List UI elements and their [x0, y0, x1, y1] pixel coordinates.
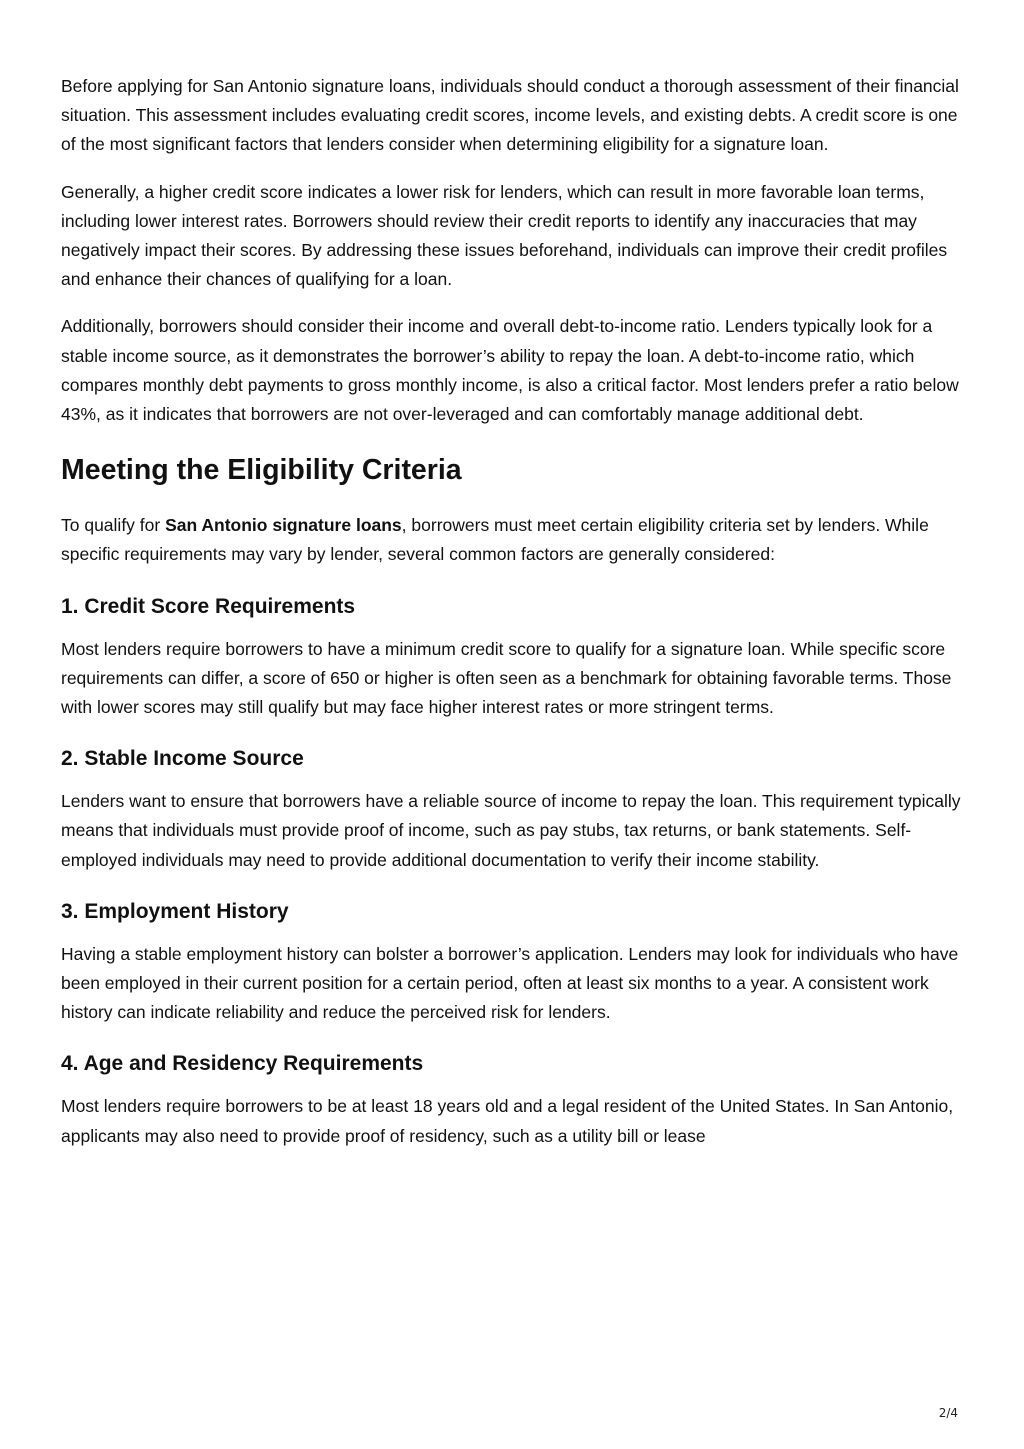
subsection-body: Most lenders require borrowers to be at least 18 years old and a legal resident of the United States. In San Antonio, applicants may also need to provide proof of residency, such as a utility bill or lease: [61, 1096, 954, 1146]
document-page: [61, 72, 969, 1169]
intro-paragraph: Generally, a higher credit score indicates a lower risk for lenders, which can result in more favorable loan terms, including lower interest rates. Borrowers should review their credit reports to identify any inaccuracies that may negatively impact their scores. By addressing these issues beforehand, individuals can improve their credit profiles and enhance their chances of qualifying for a loan.: [61, 181, 948, 290]
subsection-body: Having a stable employment history can bolster a borrower’s application. Lenders may look for individuals who have been employed in their current position for a certain period, often at least six months to a year. A consistent work history can indicate reliability and reduce the perceived risk for lenders.: [61, 943, 959, 1023]
subsection-heading: 4. Age and Residency Requirements: [61, 1052, 424, 1076]
intro-paragraph: Before applying for San Antonio signature loans, individuals should conduct a thorough assessment of their financial situation. This assessment includes evaluating credit scores, income levels, and existing debts. A credit score is one of the most significant factors that lenders consider when determining eligibility for a signature loan.: [61, 76, 959, 155]
intro-paragraph: Additionally, borrowers should consider their income and overall debt-to-income ratio. Lenders typically look for a stable income source, as it demonstrates the borrower’s ability to repay the loan. A debt-to-income ratio, which compares monthly debt payments to gross monthly income, is also a critical factor. Most lenders prefer a ratio below 43%, as it indicates that borrowers are not over-leveraged and can comfortably manage additional debt.: [61, 316, 959, 425]
section-heading: Meeting the Eligibility Criteria: [61, 454, 462, 487]
section-intro-bold-text: San Antonio signature loans: [165, 515, 402, 536]
subsection-body: Lenders want to ensure that borrowers have a reliable source of income to repay the loan. This requirement typically means that individuals must provide proof of income, such as pay stubs, tax returns, or bank statements. Self-employed individuals may need to provide additional documentation to verify their income stability.: [61, 791, 961, 870]
subsection-heading: 3. Employment History: [61, 899, 289, 923]
page-number: 2/4: [938, 1406, 958, 1420]
section-intro-text: , borrowers must meet certain eligibility criteria set by lenders. While specific requirements may vary by lender, several common factors are generally considered:: [61, 515, 929, 565]
subsection-body: Most lenders require borrowers to have a minimum credit score to qualify for a signature loan. While specific score requirements can differ, a score of 650 or higher is often seen as a benchmark for obtaining favorable terms. Those with lower scores may still qualify but may face higher interest rates or more stringent terms.: [61, 638, 952, 718]
section-intro-text: To qualify for: [61, 515, 166, 536]
section-intro-paragraph: [61, 511, 969, 569]
subsection-heading: 2. Stable Income Source: [61, 747, 304, 771]
subsection-heading: 1. Credit Score Requirements: [61, 594, 356, 618]
